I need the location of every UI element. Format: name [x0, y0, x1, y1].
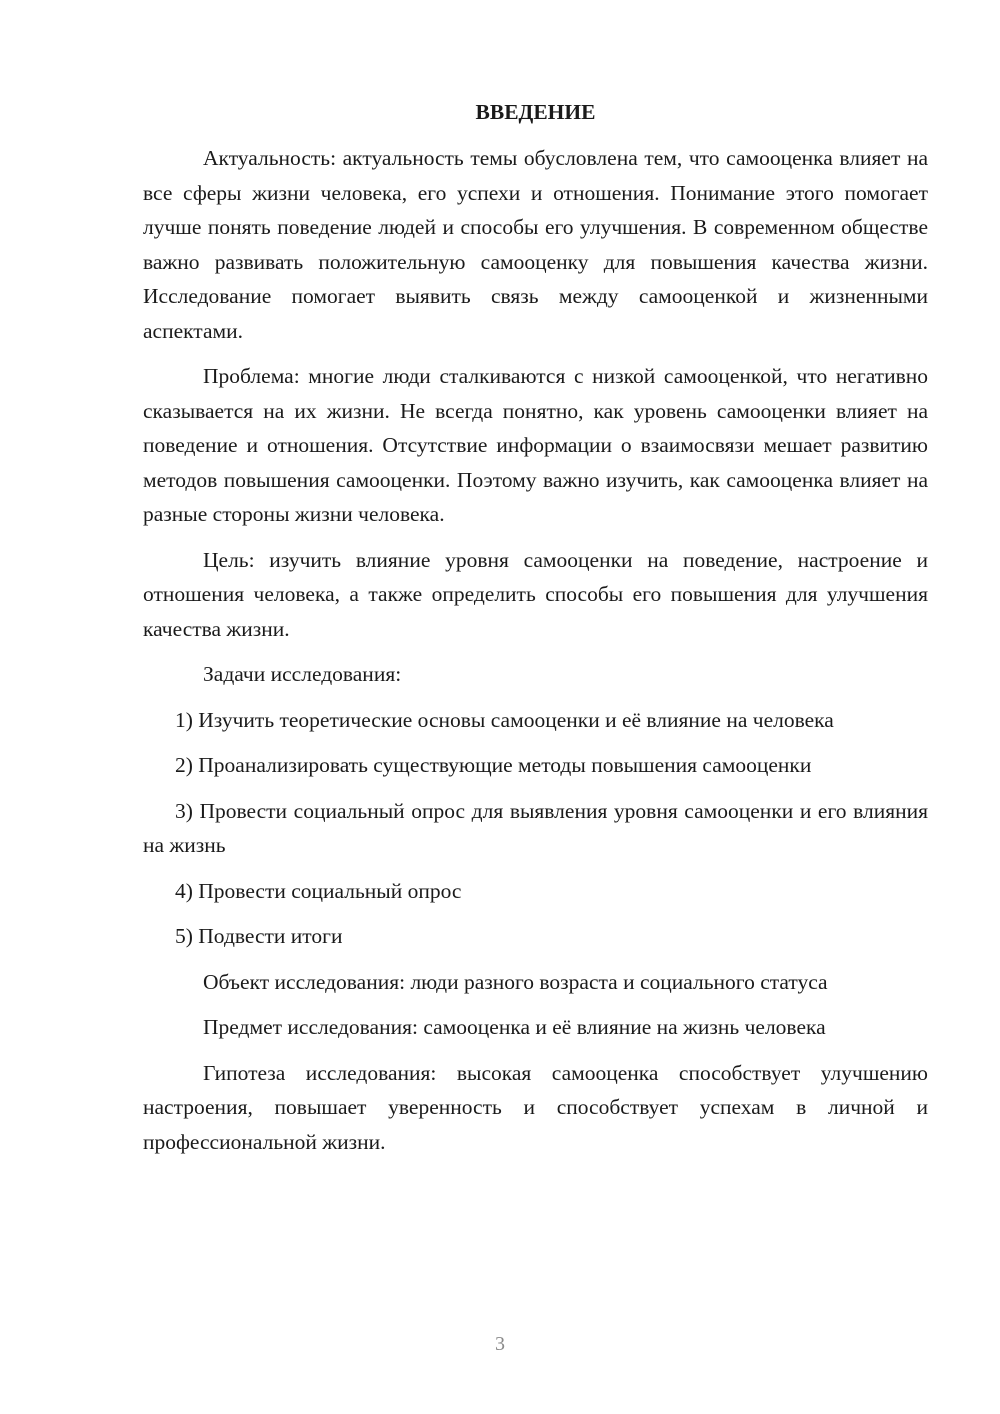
task-item-3: 3) Провести социальный опрос для выявления уровня самооценки и его влияния на жизнь: [143, 798, 928, 857]
paragraph-goal: Цель: изучить влияние уровня самооценки на поведение, настроение и отношения человека, а также определить способы его повышения для улучшения качества жизни.: [143, 547, 928, 641]
page-title: ВВЕДЕНИЕ: [475, 100, 596, 124]
paragraph-subject: Предмет исследования: самооценка и её влияние на жизнь человека: [203, 1015, 826, 1039]
paragraph-relevance: Актуальность: актуальность темы обусловлена тем, что самооценка влияет на все сферы жизни человека, его успехи и отношения. Понимание этого помогает лучше понять поведение людей и способы его улучшения. В современном обществе важно развивать положительную самооценку для повышения качества жизни. Исследование помогает выявить связь между самооценкой и жизненными аспектами.: [143, 146, 928, 343]
document-page: [143, 95, 928, 1170]
task-item-5: 5) Подвести итоги: [175, 924, 343, 948]
tasks-title: Задачи исследования:: [203, 662, 402, 686]
task-item-1: 1) Изучить теоретические основы самооценки и её влияние на человека: [175, 707, 834, 732]
task-item-4: 4) Провести социальный опрос: [175, 878, 462, 903]
paragraph-hypothesis: Гипотеза исследования: высокая самооценка способствует улучшению настроения, повышает уверенность и способствует успехам в личной и профессиональной жизни.: [143, 1060, 928, 1154]
paragraph-problem: Проблема: многие люди сталкиваются с низкой самооценкой, что негативно сказывается на их жизни. Не всегда понятно, как уровень самооценки влияет на поведение и отношения. Отсутствие информации о взаимосвязи мешает развитию методов повышения самооценки. Поэтому важно изучить, как самооценка влияет на разные стороны жизни человека.: [143, 364, 928, 526]
paragraph-object: Объект исследования: люди разного возраста и социального статуса: [203, 969, 828, 994]
task-item-2: 2) Проанализировать существующие методы повышения самооценки: [175, 753, 812, 777]
page-number: 3: [495, 1333, 505, 1355]
